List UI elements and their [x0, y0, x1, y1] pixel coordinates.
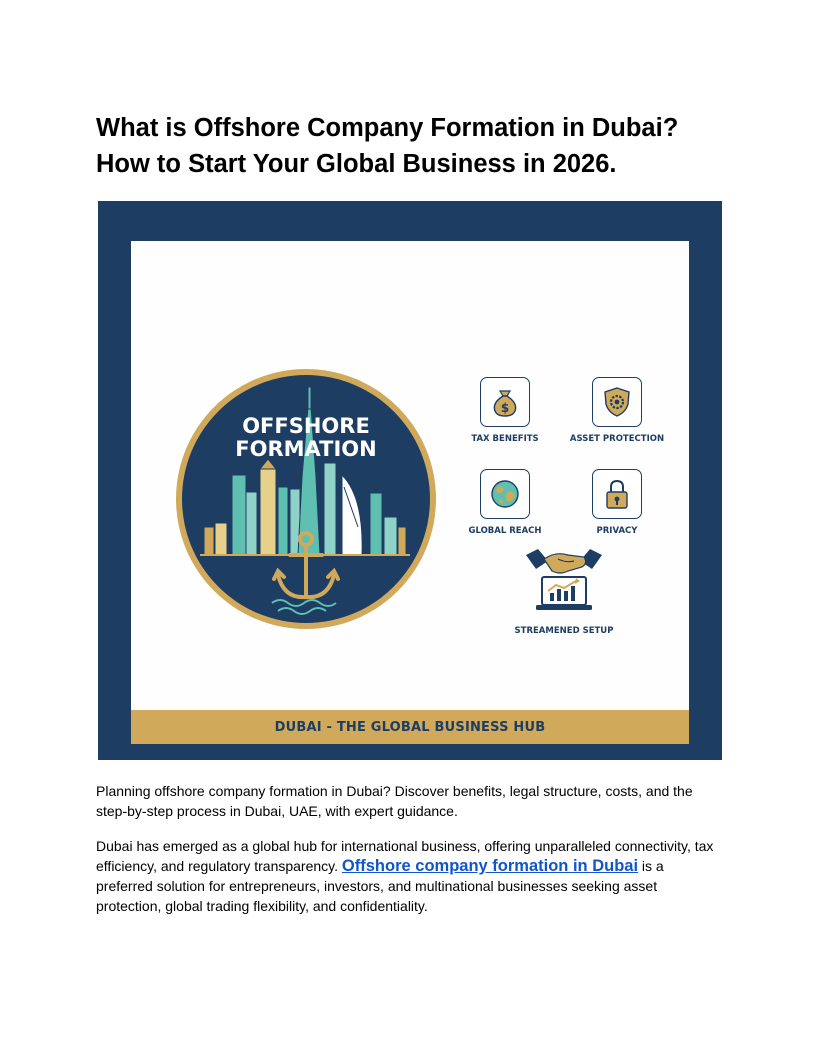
offshore-formation-emblem: [174, 367, 438, 631]
body-paragraph: [96, 836, 724, 916]
intro-paragraph: Planning offshore company formation in Dubai? Discover benefits, legal structure, costs, and the step-by-step process in Dubai, UAE, with expert guidance.: [96, 783, 693, 819]
asset-protection-label: ASSET PROTECTION: [569, 434, 665, 444]
tax-benefits-icon-box: [480, 377, 530, 427]
padlock-icon: [600, 477, 634, 511]
emblem-graphic: [174, 367, 438, 631]
title-line-2: How to Start Your Global Business in 2026.: [96, 150, 617, 178]
bottom-banner: [131, 710, 689, 744]
svg-text:$: $: [500, 401, 510, 415]
page-title: [96, 110, 756, 182]
asset-protection-icon-box: [592, 377, 642, 427]
globe-icon: [488, 477, 522, 511]
title-line-1: What is Offshore Company Formation in Dubai?: [96, 114, 679, 142]
body-paragraph-text-start: Dubai has emerged as a global hub for international business, offering unparalleled connectivity, tax efficiency, and regulatory transparency.: [96, 838, 714, 874]
body-paragraph-text-end: is a preferred solution for entrepreneurs, investors, and multinational businesses seeking asset protection, global trading flexibility, and confidentiality.: [96, 858, 664, 914]
feature-asset-protection: [547, 377, 687, 444]
feature-streamlined-setup: [494, 541, 634, 636]
privacy-icon-box: [592, 469, 642, 519]
tax-benefits-label: TAX BENEFITS: [471, 434, 539, 444]
emblem-line-1: OFFSHORE: [242, 414, 370, 438]
global-reach-icon-box: [480, 469, 530, 519]
handshake-laptop-icon: [522, 541, 606, 617]
feature-privacy: [547, 469, 687, 536]
global-reach-label: GLOBAL REACH: [468, 526, 542, 536]
streamlined-setup-label: STREAMENED SETUP: [514, 626, 614, 636]
emblem-line-2: FORMATION: [235, 437, 377, 461]
money-bag-icon: [488, 385, 522, 419]
offshore-formation-link[interactable]: Offshore company formation in Dubai: [341, 857, 639, 875]
offshore-infographic: [98, 201, 722, 760]
shield-gear-icon: [600, 385, 634, 419]
emblem-title: [174, 415, 438, 461]
privacy-label: PRIVACY: [596, 526, 638, 536]
banner-text: DUBAI - THE GLOBAL BUSINESS HUB: [274, 719, 546, 735]
